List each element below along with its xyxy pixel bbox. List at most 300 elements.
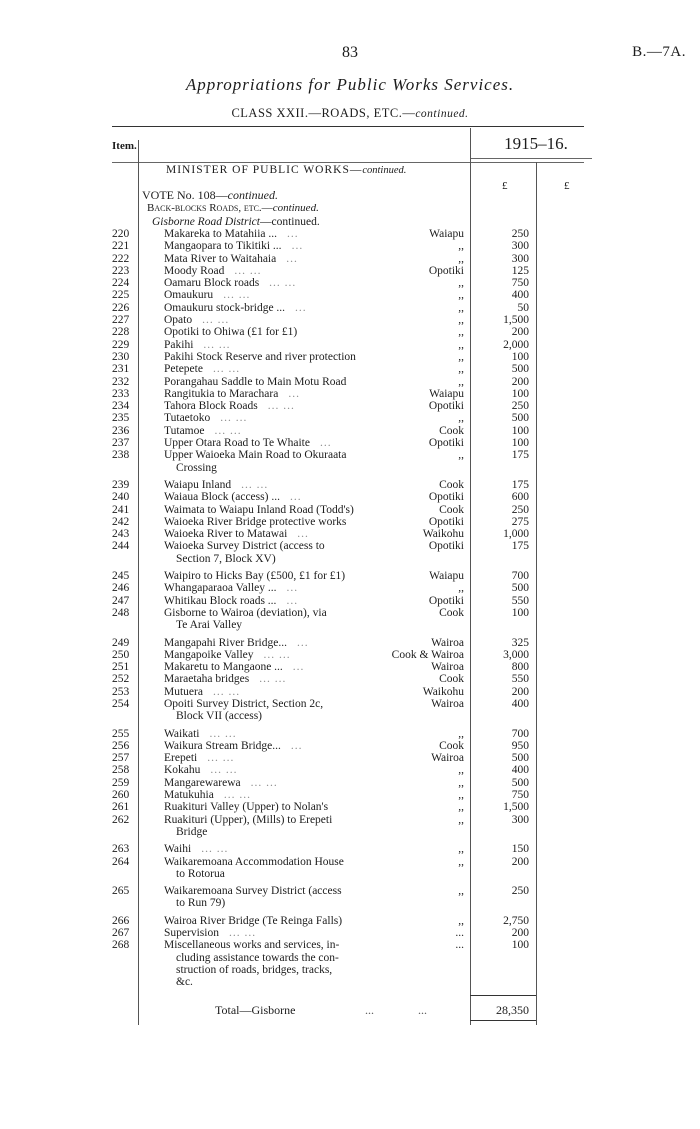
electorate: Opotiki	[428, 400, 464, 413]
electorate: ,,	[458, 252, 464, 265]
description-continuation: Te Arai Valley	[176, 619, 243, 632]
electorate: ,,	[458, 277, 464, 290]
header-rule-top	[112, 126, 584, 127]
table-row	[0, 740, 700, 752]
electorate: Wairoa	[431, 661, 464, 674]
leader-dots: ... ...	[267, 400, 295, 413]
table-row	[0, 752, 700, 764]
table-row	[0, 479, 700, 491]
item-description	[164, 339, 378, 351]
minister-text: MINISTER OF PUBLIC WORKS—	[166, 164, 363, 176]
table-row	[0, 595, 700, 607]
item-number: 259	[112, 776, 130, 789]
amount: 150	[511, 843, 529, 856]
description-line: Whitikau Block roads ...	[164, 594, 277, 607]
electorate: Waikohu	[422, 685, 464, 698]
electorate: Waiapu	[429, 387, 464, 400]
description-line: Mangapoike Valley	[164, 648, 254, 661]
electorate: ,,	[458, 855, 464, 868]
leader-dots: ...	[286, 594, 299, 607]
electorate: Cook & Wairoa	[391, 648, 464, 661]
item-description	[164, 801, 378, 813]
amount: 100	[511, 387, 529, 400]
item-description	[164, 607, 378, 632]
description-line: Waikaremoana Survey District (access	[164, 885, 342, 898]
item-description	[164, 740, 378, 752]
leader-dots: ... ...	[259, 673, 287, 686]
item-column-header: Item.	[112, 140, 137, 152]
leader-dots: ...	[296, 636, 309, 649]
item-number: 223	[112, 264, 130, 277]
leader-dots: ...	[286, 582, 299, 595]
item-description	[164, 449, 378, 474]
table-row	[0, 661, 700, 673]
electorate: Cook	[439, 503, 464, 516]
description-line: Upper Waioeka Main Road to Okuraata	[164, 449, 347, 462]
item-number: 257	[112, 752, 130, 765]
amount: 50	[517, 301, 529, 314]
amount: 550	[511, 594, 529, 607]
total-rule-top	[470, 995, 536, 996]
table-row	[0, 686, 700, 698]
leader-dots: ... ...	[212, 363, 241, 376]
item-description	[164, 277, 378, 289]
header-rule-mid	[112, 162, 584, 163]
minister-heading	[166, 164, 406, 176]
description-line: Opato	[164, 314, 193, 327]
amount: 250	[511, 228, 529, 240]
amount: 700	[511, 727, 529, 740]
electorate: Opotiki	[428, 515, 464, 528]
description-continuation: Crossing	[176, 461, 217, 474]
item-number: 240	[112, 491, 130, 504]
electorate: Wairoa	[431, 636, 464, 649]
amount: 500	[511, 776, 529, 789]
electorate: ,,	[458, 314, 464, 327]
item-number: 260	[112, 789, 130, 802]
description-line: Pakihi Stock Reserve and river protection	[164, 350, 356, 363]
table-row	[0, 339, 700, 351]
leader-dots: ... ...	[201, 843, 229, 856]
description-line: Opotiki to Ohiwa (£1 for £1)	[164, 326, 298, 339]
table-row	[0, 698, 700, 723]
amount: 100	[511, 939, 529, 952]
amount: 200	[511, 927, 529, 940]
amount: 500	[511, 363, 529, 376]
item-number: 249	[112, 636, 130, 649]
amount: 300	[511, 813, 529, 826]
electorate: ,,	[458, 843, 464, 856]
item-description	[164, 516, 378, 528]
currency-symbol-2: £	[564, 180, 570, 192]
amount: 300	[511, 240, 529, 253]
item-number: 246	[112, 582, 130, 595]
vote-text: VOTE No. 108—	[142, 188, 228, 202]
description-line: Waimata to Waiapu Inland Road (Todd's)	[164, 503, 354, 516]
amount: 400	[511, 697, 529, 710]
item-number: 247	[112, 594, 130, 607]
item-description	[164, 915, 378, 927]
description-line: Moody Road	[164, 264, 225, 277]
amount: 500	[511, 412, 529, 425]
class-line: CLASS XXII.—ROADS, ETC.—	[231, 106, 416, 120]
leader-dots: ... ...	[234, 264, 262, 277]
item-description	[164, 885, 378, 910]
subhead-text: Back-blocks Roads, etc.—	[147, 202, 273, 214]
item-number: 248	[112, 606, 130, 619]
amount: 400	[511, 764, 529, 777]
electorate: Waiapu	[429, 228, 464, 240]
leader-dots: ... ...	[214, 424, 242, 437]
table-row	[0, 637, 700, 649]
leader-dots: ... ...	[223, 789, 251, 802]
electorate: ,,	[458, 801, 464, 814]
table-row	[0, 449, 700, 474]
table-row	[0, 228, 700, 240]
electorate: Opotiki	[428, 264, 464, 277]
leader-dots: ... ...	[210, 764, 238, 777]
item-description	[164, 661, 378, 673]
electorate: Opotiki	[428, 437, 464, 450]
amount: 2,750	[503, 914, 529, 927]
total-label: Total—Gisborne	[215, 1003, 296, 1017]
item-number: 238	[112, 449, 130, 462]
amount: 100	[511, 437, 529, 450]
leader-dots: ... ...	[209, 727, 237, 740]
item-number: 263	[112, 843, 130, 856]
item-number: 226	[112, 301, 130, 314]
leader-dots: ... ...	[269, 277, 297, 290]
description-line: Waiapu Inland	[164, 478, 232, 491]
amount: 750	[511, 277, 529, 290]
item-number: 232	[112, 375, 130, 388]
item-description	[164, 595, 378, 607]
item-number: 267	[112, 927, 130, 940]
table-row	[0, 927, 700, 939]
description-line: Waioeka Survey District (access to	[164, 540, 325, 553]
description-line: Omaukuru	[164, 289, 214, 302]
item-number: 221	[112, 240, 130, 253]
description-line: Waihi	[164, 843, 192, 856]
table-row	[0, 376, 700, 388]
class-heading	[0, 106, 700, 121]
electorate: ...	[455, 939, 464, 952]
item-description	[164, 228, 378, 240]
minister-continued: continued.	[362, 165, 407, 176]
description-line: Mangaopara to Tikitiki ...	[164, 240, 282, 253]
table-row	[0, 843, 700, 855]
table-row	[0, 277, 700, 289]
amount: 325	[511, 636, 529, 649]
description-line: Matukuhia	[164, 789, 214, 802]
amount: 400	[511, 289, 529, 302]
electorate: ,,	[458, 914, 464, 927]
table-row	[0, 265, 700, 277]
electorate: ,,	[458, 885, 464, 898]
electorate: ,,	[458, 776, 464, 789]
header-rule-year	[470, 158, 592, 159]
item-description	[164, 540, 378, 565]
electorate: ,,	[458, 350, 464, 363]
electorate: ...	[455, 927, 464, 940]
item-description	[164, 400, 378, 412]
item-description	[164, 814, 378, 839]
leader-dots: ... ...	[202, 314, 230, 327]
description-line: Kokahu	[164, 764, 201, 777]
item-number: 234	[112, 400, 130, 413]
electorate: Cook	[439, 739, 464, 752]
amount: 1,000	[503, 528, 529, 541]
item-number: 228	[112, 326, 130, 339]
item-description	[164, 528, 378, 540]
item-description	[164, 491, 378, 503]
leader-dots: ... ...	[241, 478, 269, 491]
description-line: Makareka to Matahiia ...	[164, 228, 278, 240]
item-number: 244	[112, 540, 130, 553]
amount: 175	[511, 540, 529, 553]
item-description	[164, 437, 378, 449]
table-row	[0, 400, 700, 412]
item-description	[164, 637, 378, 649]
item-number: 264	[112, 855, 130, 868]
leader-dots: ...	[286, 252, 298, 265]
description-line: Gisborne to Wairoa (deviation), via	[164, 606, 327, 619]
electorate: Wairoa	[431, 752, 464, 765]
description-line: Pakihi	[164, 338, 194, 351]
description-line: Waioeka River to Matawai	[164, 528, 288, 541]
description-line: Supervision	[164, 927, 219, 940]
leader-dots: ... ...	[207, 752, 235, 765]
leader-dots: ...	[289, 491, 302, 504]
electorate: ,,	[458, 326, 464, 339]
item-description	[164, 777, 378, 789]
page-number: 83	[342, 44, 358, 61]
electorate: Opotiki	[428, 491, 464, 504]
description-line: Waikura Stream Bridge...	[164, 739, 281, 752]
year-header-rule	[470, 128, 471, 162]
item-number: 254	[112, 697, 130, 710]
item-number: 237	[112, 437, 130, 450]
document-reference: B.—7A.	[632, 44, 686, 60]
item-number: 239	[112, 478, 130, 491]
description-line: Tahora Block Roads	[164, 400, 258, 413]
electorate: Opotiki	[428, 540, 464, 553]
item-number: 231	[112, 363, 130, 376]
amount: 200	[511, 685, 529, 698]
item-description	[164, 425, 378, 437]
item-number: 242	[112, 515, 130, 528]
description-line: Mutuera	[164, 685, 203, 698]
electorate: ,,	[458, 289, 464, 302]
description-line: Ruakituri (Upper), (Mills) to Erepeti	[164, 813, 333, 826]
electorate: ,,	[458, 412, 464, 425]
amount: 125	[511, 264, 529, 277]
item-number: 268	[112, 939, 130, 952]
class-continued: continued.	[415, 108, 469, 120]
item-number: 224	[112, 277, 130, 290]
total-rule-bottom	[470, 1020, 536, 1021]
table-row	[0, 607, 700, 632]
leader-dots: ... ...	[263, 648, 291, 661]
leader-dots: ...	[290, 739, 303, 752]
leader-dots: ...	[291, 240, 304, 253]
item-description	[164, 326, 378, 338]
item-description	[164, 351, 378, 363]
item-description	[164, 363, 378, 375]
item-description	[164, 388, 378, 400]
amount: 750	[511, 789, 529, 802]
total-amount: 28,350	[496, 1003, 529, 1017]
table-row	[0, 777, 700, 789]
leader-dots: ... ...	[223, 289, 251, 302]
amount: 100	[511, 424, 529, 437]
electorate: Cook	[439, 478, 464, 491]
electorate: ,,	[458, 789, 464, 802]
item-description	[164, 927, 378, 939]
table-row	[0, 388, 700, 400]
electorate: ,,	[458, 240, 464, 253]
description-line: Waikaremoana Accommodation House	[164, 855, 344, 868]
electorate: ,,	[458, 582, 464, 595]
item-number: 255	[112, 727, 130, 740]
amount: 600	[511, 491, 529, 504]
amount: 200	[511, 375, 529, 388]
amount: 275	[511, 515, 529, 528]
item-description	[164, 728, 378, 740]
leader-dots: ...	[292, 661, 305, 674]
item-description	[164, 253, 378, 265]
item-description	[164, 289, 378, 301]
description-continuation: struction of roads, bridges, tracks,	[176, 963, 333, 976]
item-description	[164, 764, 378, 776]
item-number: 222	[112, 252, 130, 265]
table-row	[0, 673, 700, 685]
amount: 550	[511, 673, 529, 686]
item-number: 227	[112, 314, 130, 327]
item-number: 262	[112, 813, 130, 826]
table-row	[0, 437, 700, 449]
item-number: 230	[112, 350, 130, 363]
electorate: ,,	[458, 813, 464, 826]
electorate: Waiapu	[429, 570, 464, 583]
table-row	[0, 939, 700, 988]
description-line: Upper Otara Road to Te Whaite	[164, 437, 310, 450]
electorate: ,,	[458, 363, 464, 376]
amount: 250	[511, 400, 529, 413]
item-number: 245	[112, 570, 130, 583]
amount: 200	[511, 855, 529, 868]
item-description	[164, 265, 378, 277]
electorate: ,,	[458, 764, 464, 777]
amount: 250	[511, 503, 529, 516]
table-row	[0, 412, 700, 424]
electorate: ,,	[458, 301, 464, 314]
description-line: Mangapahi River Bridge...	[164, 636, 287, 649]
item-number: 253	[112, 685, 130, 698]
leader-dots: ...	[295, 301, 307, 314]
amount: 950	[511, 739, 529, 752]
table-row	[0, 728, 700, 740]
amount: 1,500	[503, 314, 529, 327]
electorate: ,,	[458, 449, 464, 462]
item-description	[164, 673, 378, 685]
amount: 500	[511, 752, 529, 765]
table-row	[0, 814, 700, 839]
leader-dots: ... ...	[220, 412, 248, 425]
electorate: Cook	[439, 606, 464, 619]
leader-dots: ... ...	[203, 338, 231, 351]
description-line: Rangitukia to Marachara	[164, 387, 279, 400]
description-continuation: Bridge	[176, 825, 208, 838]
amount: 3,000	[503, 648, 529, 661]
amount: 200	[511, 326, 529, 339]
vote-heading	[142, 188, 278, 203]
item-number: 265	[112, 885, 130, 898]
table-row	[0, 801, 700, 813]
item-number: 261	[112, 801, 130, 814]
item-description	[164, 939, 378, 988]
currency-symbol-1: £	[502, 180, 508, 192]
table-row	[0, 856, 700, 881]
subhead-heading	[147, 202, 319, 214]
table-row	[0, 363, 700, 375]
table-row	[0, 915, 700, 927]
description-line: Erepeti	[164, 752, 198, 765]
amount: 300	[511, 252, 529, 265]
amount: 1,500	[503, 801, 529, 814]
table-row	[0, 425, 700, 437]
table-row	[0, 351, 700, 363]
item-description	[164, 649, 378, 661]
leader-dots: ...	[288, 387, 300, 400]
leader-dots: ...	[320, 437, 332, 450]
description-continuation: Block VII (access)	[176, 710, 263, 723]
appropriation-table	[0, 228, 700, 989]
item-number: 251	[112, 661, 130, 674]
total-leader-dots-2: ...	[418, 1003, 427, 1017]
description-line: Mata River to Waitahaia	[164, 252, 277, 265]
description-line: Wairoa River Bridge (Te Reinga Falls)	[164, 914, 343, 927]
description-line: Porangahau Saddle to Main Motu Road	[164, 375, 347, 388]
leader-dots: ... ...	[228, 927, 257, 940]
table-row	[0, 326, 700, 338]
item-description	[164, 570, 378, 582]
item-number: 225	[112, 289, 130, 302]
item-number: 243	[112, 528, 130, 541]
item-number: 229	[112, 338, 130, 351]
description-line: Makaretu to Mangaone ...	[164, 661, 283, 674]
item-description	[164, 302, 378, 314]
item-description	[164, 240, 378, 252]
description-continuation: to Run 79)	[176, 897, 226, 910]
amount: 2,000	[503, 338, 529, 351]
amount: 250	[511, 885, 529, 898]
table-row	[0, 540, 700, 565]
amount: 500	[511, 582, 529, 595]
electorate: ,,	[458, 727, 464, 740]
item-number: 266	[112, 914, 130, 927]
description-continuation: Section 7, Block XV)	[176, 552, 276, 565]
electorate: Waikohu	[422, 528, 464, 541]
amount: 700	[511, 570, 529, 583]
amount: 175	[511, 449, 529, 462]
table-row	[0, 289, 700, 301]
description-line: Waikati	[164, 727, 200, 740]
description-line: Omaukuru stock-bridge ...	[164, 301, 286, 314]
table-row	[0, 649, 700, 661]
electorate: Cook	[439, 673, 464, 686]
description-continuation: to Rotorua	[176, 867, 225, 880]
